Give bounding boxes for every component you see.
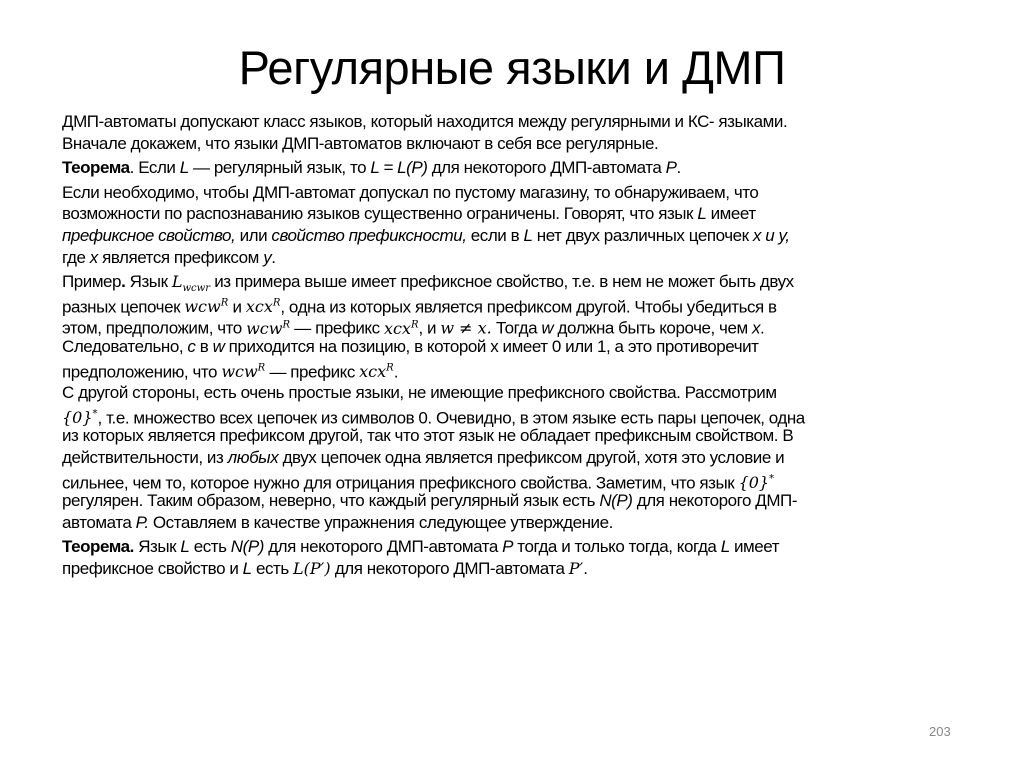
span-text: любых <box>227 447 279 467</box>
span-text: L <box>171 272 183 292</box>
paragraph <box>62 382 982 533</box>
span-text: тогда и только тогда, когда <box>513 537 721 557</box>
text-span <box>62 226 240 245</box>
text-span <box>195 337 212 356</box>
span-text: wcw <box>221 361 258 381</box>
span-text: Теорема <box>62 158 130 178</box>
text-span <box>752 319 760 338</box>
text-line <box>62 382 982 404</box>
span-text: — префикс <box>265 361 360 381</box>
text-span <box>213 337 225 356</box>
text-span <box>632 491 797 510</box>
text-span <box>62 426 793 445</box>
paragraph <box>62 157 982 179</box>
span-text: . <box>760 318 765 338</box>
span-text: L <box>179 158 189 178</box>
text-line <box>62 133 982 155</box>
span-text: Язык <box>133 537 181 557</box>
span-text: имеет <box>706 204 756 224</box>
span-text: Пример <box>62 272 122 292</box>
text-span <box>228 448 279 467</box>
span-text: — регулярный язык, то <box>188 158 371 178</box>
paragraph <box>62 111 982 154</box>
span-text: . <box>271 247 276 267</box>
text-line <box>62 358 982 380</box>
span-text: Теорема. <box>62 537 134 557</box>
text-span <box>62 383 777 402</box>
span-text: или <box>239 225 272 245</box>
span-text: префиксное свойство, <box>62 225 240 245</box>
paragraph <box>62 182 982 268</box>
text-span <box>583 559 587 578</box>
slide-title: Регулярные языки и ДМП <box>238 41 786 94</box>
text-span <box>62 134 658 153</box>
span-text: разных цепочек <box>62 297 185 317</box>
superscript: R <box>220 297 229 309</box>
span-text: {0} <box>62 408 93 428</box>
text-span <box>243 559 252 578</box>
span-text: L <box>697 204 707 224</box>
text-span <box>98 408 805 427</box>
superscript: * <box>769 473 775 485</box>
span-text: . <box>393 361 398 381</box>
math-expression <box>739 473 775 492</box>
span-text: автомата <box>62 512 136 532</box>
span-text: P. <box>135 512 149 532</box>
text-span <box>553 319 752 338</box>
span-text: Следовательно, <box>62 336 188 356</box>
text-span <box>189 158 371 177</box>
text-span <box>149 513 613 532</box>
text-line <box>62 536 982 558</box>
text-span <box>502 537 513 556</box>
text-span <box>541 319 553 338</box>
text-line <box>62 293 982 315</box>
text-line <box>62 203 982 225</box>
text-span <box>228 297 246 316</box>
text-span <box>98 248 263 267</box>
span-text: Язык <box>125 272 172 292</box>
span-text: где <box>62 247 90 267</box>
text-span <box>62 183 758 202</box>
text-span <box>730 537 779 556</box>
text-span <box>265 362 359 381</box>
text-span <box>290 319 384 338</box>
superscript: R <box>282 319 290 331</box>
span-text: L <box>523 225 533 245</box>
span-text: имеет <box>729 537 780 557</box>
text-span <box>418 319 440 338</box>
text-span <box>62 297 184 316</box>
superscript: R <box>386 362 394 374</box>
span-text: есть <box>189 537 231 557</box>
text-span <box>62 337 187 356</box>
text-span <box>90 248 98 267</box>
span-text: двух цепочек одна является префиксом другой, хотя это условие и <box>278 447 785 467</box>
text-span <box>62 204 697 223</box>
text-span <box>62 112 787 131</box>
text-span <box>62 513 136 532</box>
superscript: * <box>92 408 98 420</box>
text-span <box>231 537 264 556</box>
span-text: для некоторого ДМП- <box>632 491 798 511</box>
span-text: С другой стороны, есть очень простые языки, не имеющие префиксного свойства. Рассмотрим <box>62 383 777 403</box>
math-expression <box>359 362 394 381</box>
text-span <box>533 226 753 245</box>
span-text: из примера выше имеет префиксное свойство, т.е. в нем не может быть двух <box>209 272 794 292</box>
text-span <box>189 537 230 556</box>
span-text: . <box>121 272 126 292</box>
text-line <box>62 558 982 580</box>
text-span <box>467 226 524 245</box>
text-span <box>677 158 681 177</box>
span-text: w <box>541 318 554 338</box>
span-text: для некоторого ДМП-автомата <box>263 537 503 557</box>
span-text: — префикс <box>289 318 384 338</box>
span-text: свойство префиксности, <box>271 225 467 245</box>
span-text: из которых является префиксом другой, так что этот язык не обладает префиксным свойством. В <box>62 426 794 446</box>
text-line <box>62 225 982 247</box>
span-text: для некоторого ДМП-автомата <box>427 158 666 178</box>
span-text: этом, предположим, что <box>62 318 247 338</box>
span-text: регулярен. Таким образом, неверно, что каждый регулярный язык есть <box>62 491 600 511</box>
text-span <box>62 448 228 467</box>
paragraph <box>62 536 982 579</box>
text-line <box>62 425 982 447</box>
span-text: если в <box>466 225 524 245</box>
text-span <box>240 226 272 245</box>
span-text: в <box>195 336 213 356</box>
span-text: x <box>751 318 761 338</box>
superscript: R <box>272 297 281 309</box>
span-text: L(P′) <box>293 558 331 578</box>
text-span <box>753 226 790 245</box>
text-span <box>62 272 121 291</box>
span-text: , одна из которых является префиксом другой. Чтобы убедиться в <box>280 297 777 317</box>
math-expression <box>440 319 491 338</box>
paragraph <box>62 271 982 379</box>
text-line <box>62 490 982 512</box>
text-span <box>280 297 776 316</box>
text-line <box>62 512 982 534</box>
text-span <box>394 362 398 381</box>
span-text: предположению, что <box>62 361 222 381</box>
span-text: P′ <box>568 558 584 578</box>
text-span <box>62 491 599 510</box>
span-text: L <box>720 537 730 557</box>
text-span <box>513 537 721 556</box>
span-text: P <box>502 537 514 557</box>
span-text: Если необходимо, чтобы ДМП-автомат допускал по пустому магазину, то обнаруживаем, что <box>62 182 759 202</box>
math-expression <box>569 559 583 578</box>
text-span <box>706 204 755 223</box>
span-text: x и y, <box>752 225 790 245</box>
span-text: . <box>676 158 681 178</box>
superscript: R <box>410 319 419 331</box>
text-span <box>427 158 665 177</box>
span-text: Вначале докажем, что языки ДМП-автоматов включают в себя все регулярные. <box>62 133 659 153</box>
span-text: L <box>242 558 252 578</box>
span-text: xcx <box>383 318 411 338</box>
text-line <box>62 314 982 336</box>
text-span <box>666 158 677 177</box>
span-text: для некоторого ДМП-автомата <box>330 558 569 578</box>
text-line <box>62 336 982 358</box>
text-line <box>62 404 982 426</box>
text-span <box>331 559 569 578</box>
subscript: wcwr <box>182 283 210 295</box>
text-span <box>130 158 180 177</box>
span-text: xcx <box>245 297 273 317</box>
text-span <box>62 473 739 492</box>
text-span <box>134 537 180 556</box>
slide-body <box>62 111 982 582</box>
text-span <box>370 158 427 177</box>
span-text: N(P) <box>599 491 633 511</box>
math-expression <box>62 408 98 427</box>
span-text: P <box>665 158 677 178</box>
text-span <box>721 537 730 556</box>
text-span <box>697 204 706 223</box>
span-text: и <box>228 297 246 317</box>
span-text: есть <box>251 558 294 578</box>
span-text: . <box>583 558 588 578</box>
text-span <box>62 248 90 267</box>
span-text: wcw <box>184 297 221 317</box>
math-expression <box>184 297 228 316</box>
text-span <box>125 272 171 291</box>
text-span <box>62 158 130 177</box>
text-span <box>180 158 189 177</box>
text-span <box>278 448 784 467</box>
math-expression <box>246 319 290 338</box>
text-line <box>62 157 982 179</box>
span-text: w <box>212 336 225 356</box>
span-text: является префиксом <box>97 247 264 267</box>
text-span <box>224 337 758 356</box>
span-text: приходится на позицию, в которой x имеет 0 или 1, а это противоречит <box>224 336 759 356</box>
span-text: Оставляем в качестве упражнения следующее утверждение. <box>148 512 613 532</box>
text-line <box>62 447 982 469</box>
text-span <box>264 537 502 556</box>
span-text: wcw <box>246 318 283 338</box>
span-text: ДМП-автоматы допускают класс языков, который находится между регулярными и КС- языками. <box>62 112 788 131</box>
text-line <box>62 111 982 133</box>
text-span <box>252 559 293 578</box>
span-text: префиксное свойство и <box>62 558 243 578</box>
superscript: R <box>257 362 266 374</box>
page-number: 203 <box>929 724 951 739</box>
text-span <box>62 362 221 381</box>
math-expression <box>293 559 331 578</box>
text-span <box>62 559 243 578</box>
text-line <box>62 182 982 204</box>
span-text: действительности, из <box>62 447 228 467</box>
span-text: Тогда <box>491 318 542 338</box>
span-text: , т.е. множество всех цепочек из символов 0. Очевидно, в этом языке есть пары цепочек, одна <box>97 408 805 428</box>
text-span <box>62 319 246 338</box>
text-span <box>271 248 275 267</box>
span-text: . Если <box>129 158 180 178</box>
math-expression <box>384 319 419 338</box>
span-text: w ≠ x. <box>440 318 492 338</box>
math-expression <box>246 297 281 316</box>
span-text: y <box>263 247 272 267</box>
span-text: , и <box>418 318 441 338</box>
span-text: L = L(P) <box>370 158 428 178</box>
span-text: L <box>180 537 190 557</box>
text-span <box>760 319 764 338</box>
text-line <box>62 247 982 269</box>
span-text: x <box>89 247 98 267</box>
text-span <box>523 226 532 245</box>
span-text: должна быть короче, чем <box>553 318 752 338</box>
text-span <box>492 319 542 338</box>
span-text: сильнее, чем то, которое нужно для отрицания префиксного свойства. Заметим, что язык <box>62 472 739 492</box>
math-expression <box>221 362 265 381</box>
span-text: возможности по распознаванию языков существенно ограничены. Говорят, что язык <box>62 204 698 224</box>
text-line <box>62 469 982 491</box>
text-span <box>62 537 134 556</box>
text-span <box>210 272 794 291</box>
span-text: xcx <box>359 361 387 381</box>
text-span <box>271 226 466 245</box>
text-span <box>599 491 632 510</box>
text-line <box>62 271 982 293</box>
span-text: {0} <box>738 472 770 492</box>
math-expression <box>171 272 210 295</box>
span-text: c <box>187 336 196 356</box>
text-span <box>136 513 149 532</box>
span-text: N(P) <box>230 537 264 557</box>
span-text: нет двух различных цепочек <box>532 225 753 245</box>
